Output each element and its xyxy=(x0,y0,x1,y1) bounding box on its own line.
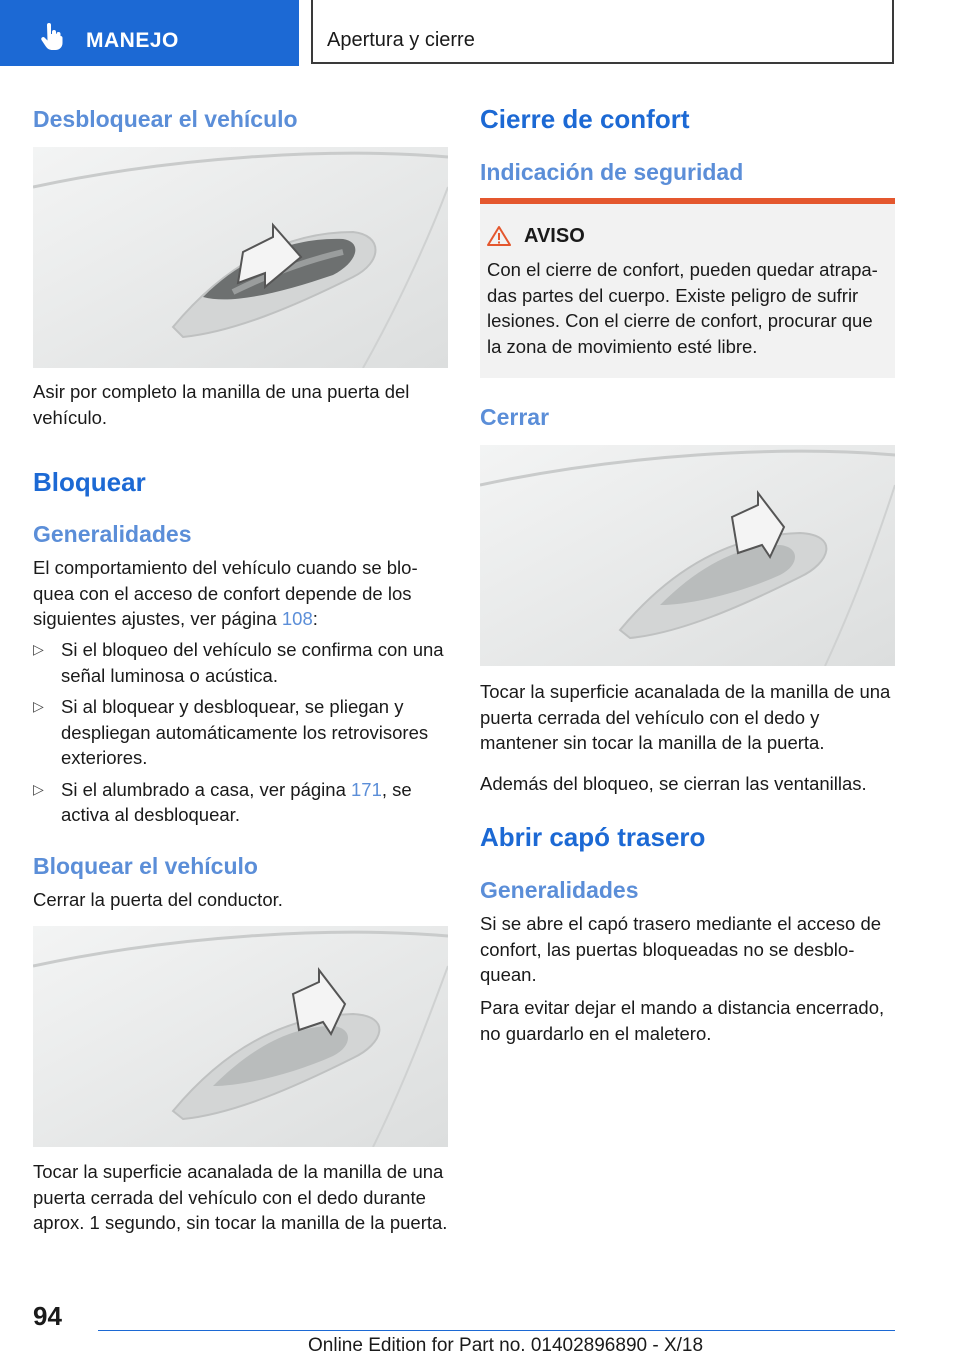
door-handle-close-image xyxy=(480,445,895,666)
list-item xyxy=(33,777,448,828)
trunk-text-1: Si se abre el capó trasero mediante el acceso de confort, las puertas bloqueadas no se desbloquean. xyxy=(480,913,882,985)
lock-vehicle-heading: Bloquear el vehículo xyxy=(33,853,258,879)
section-header xyxy=(311,0,894,64)
triangle-bullet-icon: ▷ xyxy=(33,641,44,657)
trunk-text-2: Para evitar dejar el mando a distancia encerrado, no guardarlo en el maletero. xyxy=(480,997,885,1044)
general-heading: Generalidades xyxy=(33,521,192,547)
unlock-heading: Desbloquear el vehículo xyxy=(33,106,298,132)
triangle-bullet-icon: ▷ xyxy=(33,698,44,714)
page-link-108[interactable]: 108 xyxy=(281,608,313,629)
section-title: Apertura y cierre xyxy=(327,29,475,51)
close-heading: Cerrar xyxy=(480,404,550,430)
close-caption: Tocar la superficie acanalada de la manilla de una puerta cerrada del vehículo con el dedo y mantener sin tocar la manilla de la puerta. xyxy=(480,681,891,753)
lock-vehicle-text: Cerrar la puerta del conductor. xyxy=(33,889,283,910)
chapter-label: MANEJO xyxy=(86,29,179,52)
lock-heading: Bloquear xyxy=(33,467,146,497)
close-note: Además del bloqueo, se cierran las ventanillas. xyxy=(480,773,867,794)
list-item-text: Si el alumbrado a casa, ver página xyxy=(61,778,352,800)
footer-divider xyxy=(98,1330,895,1331)
door-handle-unlock-image xyxy=(33,147,448,368)
trunk-general-heading: Generalidades xyxy=(480,877,639,903)
hand-pointer-icon xyxy=(38,22,66,50)
lock-caption: Tocar la superficie acanalada de la manilla de una puerta cerrada del vehículo con el dedo durante aprox. 1 segundo, sin tocar la manilla de la puerta. xyxy=(33,1161,448,1233)
warning-accent-bar xyxy=(480,198,895,204)
triangle-bullet-icon: ▷ xyxy=(33,780,44,797)
warning-box xyxy=(480,198,895,378)
general-text xyxy=(33,555,448,632)
comfort-heading: Cierre de confort xyxy=(480,104,690,134)
warning-text: Con el cierre de confort, pueden quedar atrapadas partes del cuerpo. Existe peligro de sufrir lesiones. Con el cierre de confort, procurar que la zona de movimiento esté libre. xyxy=(487,259,878,357)
chapter-tab xyxy=(0,0,299,66)
unlock-caption: Asir por completo la manilla de una puerta del vehículo. xyxy=(33,381,410,428)
list-item-text: Si el bloqueo del vehículo se confirma con una señal luminosa o acústica. xyxy=(61,639,444,686)
general-text-body: El comportamiento del vehículo cuando se bloquea con el acceso de confort depende de los siguientes ajustes, ver página xyxy=(33,557,418,629)
warning-triangle-icon xyxy=(487,225,511,247)
page-link-171[interactable]: 171 xyxy=(351,778,382,800)
list-item-text-end: , se activa al desbloquear. xyxy=(61,778,412,825)
door-handle-lock-image xyxy=(33,926,448,1147)
footer-edition: Online Edition for Part no. 01402896890 - X/18 xyxy=(308,1335,704,1356)
trunk-heading: Abrir capó trasero xyxy=(480,822,706,852)
list-item xyxy=(33,637,448,688)
general-text-end: : xyxy=(312,608,318,629)
warning-title: AVISO xyxy=(524,225,585,247)
list-item-text: Si al bloquear y desbloquear, se pliegan y despliegan automáticamente los retrovisores exteriores. xyxy=(61,696,429,768)
settings-list xyxy=(33,637,448,834)
page-number: 94 xyxy=(33,1301,62,1331)
safety-heading: Indicación de seguridad xyxy=(480,159,744,185)
list-item xyxy=(33,694,448,771)
